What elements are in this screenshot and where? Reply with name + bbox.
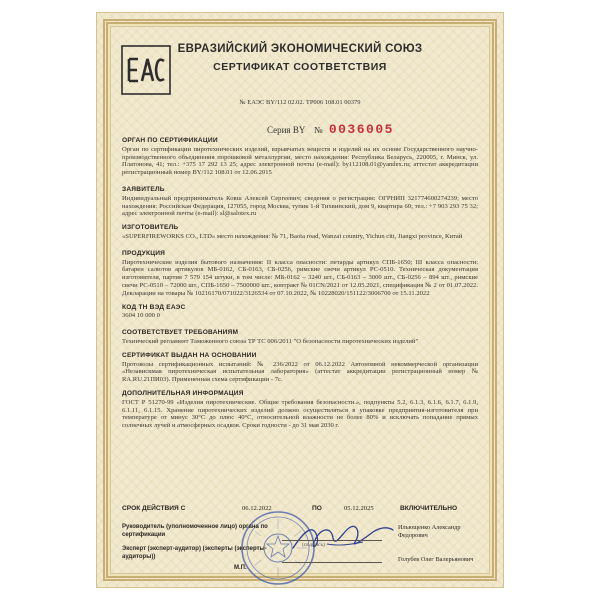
validity-label: СРОК ДЕЙСТВИЯ С	[122, 505, 186, 512]
section-title: ОРГАН ПО СЕРТИФИКАЦИИ	[122, 137, 218, 144]
certificate-body	[122, 137, 478, 436]
section-text: Технический регламент Таможенного союза ТР ТС 006/2011 "О безопасности пиротехнических изделий"	[122, 337, 419, 345]
head-name: Ильющенко Александр Федорович	[398, 524, 461, 539]
section-text: Индивидуальный предприниматель Ковш Алексей Сергеевич; сведения о регистрации: ОГРНИП 321774600274239; место нахождения: Российская Федерация, 127055, город Москва, тупик 1-й Тихвинский, дом 9, квартира 60; тел.: +7 903 293 75 32; адрес электронной почты (e-mail): sl@salotex.ru	[122, 194, 478, 218]
mp-label: М.П.	[234, 565, 247, 571]
validity-to-label: ПО	[312, 505, 322, 512]
union-title: ЕВРАЗИЙСКИЙ ЭКОНОМИЧЕСКИЙ СОЮЗ	[177, 43, 423, 55]
section-title: ПРОДУКЦИЯ	[122, 249, 166, 257]
section-additional-info	[122, 390, 478, 430]
serial-number: 0036005	[328, 122, 394, 137]
section-applicant	[122, 186, 478, 218]
head-signature-line	[282, 540, 382, 541]
series-number-sign: №	[313, 125, 323, 135]
section-title: ДОПОЛНИТЕЛЬНАЯ ИНФОРМАЦИЯ	[122, 389, 244, 397]
series-label: Серия BY	[267, 125, 305, 135]
registration-number: № ЕАЭС BY/112 02.02. ТР006 108.01 00379	[239, 99, 361, 106]
section-text: Пиротехнические изделия бытового назначения: II класса опасности: петарды артикул СПБ-1650; III класса опасности: батареи салютов артикулов МБ-0162, СБ-0163, СБ-0256, римские свечи артикул РС-0510. Техническая документация изготовителя, партия 7 579 154 штуки, в том числе: МБ-0162 – 3240 шт., СБ-0163 – 3000 шт., СБ-0256 – 894 шт., римские свечи РС-0510 – 72000 шт., СПБ-1650 – 7500000 шт., контракт № 01CN/2021 от 12.05.2021, спецификация № 2 от 01.07.2022. Декларации на товары № 10216170/071022/3126534 от 07.10.2022, № 10228020/151122/3006700 от 15.11.2022	[122, 258, 478, 297]
section-requirements	[122, 329, 478, 346]
section-certification-body	[122, 137, 478, 177]
signature-icon	[287, 518, 397, 558]
validity-to: 05.12.2025	[344, 505, 374, 512]
validity-inclusive: ВКЛЮЧИТЕЛЬНО	[400, 505, 458, 512]
signature-hint: (подпись)	[302, 542, 325, 548]
section-text: «SUPERFIREWORKS CO., LTD» место нахождения: № 71, Baota road, Wanzai country, Yichun citi, Jiangxi province, Китай	[122, 232, 463, 240]
section-products	[122, 250, 478, 298]
section-title: СООТВЕТСТВУЕТ ТРЕБОВАНИЯМ	[122, 329, 239, 337]
section-text: ГОСТ Р 51270-99 «Изделия пиротехнические. Общие требования безопасности.», подпункты 5.2, 6.1.3, 6.1.6, 6.1.7, 6.1.9, 6.1.11, 6.1.15. Хранение пиротехнических изделий должно осуществляться в упаковке предприятия-изготовителя при температуре от минус 30°С до плюс 40°С, относительной влажности не более 80% и исключать попадание прямых солнечных лучей и атмосферных осадков. Сроки годности - до 31 мая 2030 г.	[122, 398, 478, 430]
section-basis	[122, 352, 478, 384]
section-title: КОД ТН ВЭД ЕАЭС	[122, 303, 186, 311]
section-text: 3604 10 000 0	[122, 312, 160, 320]
certificate-title: СЕРТИФИКАТ СООТВЕТСТВИЯ	[213, 61, 387, 73]
head-role: Руководитель (уполномоченное лицо) органа по сертификации	[122, 524, 268, 538]
expert-role: Эксперт (эксперт-аудитор) (эксперты (эксперты-аудиторы))	[122, 546, 267, 560]
section-title: ИЗГОТОВИТЕЛЬ	[122, 224, 179, 232]
certificate-sheet	[96, 12, 504, 588]
section-text: Орган по сертификации пиротехнических изделий, взрывчатых веществ и изделий на их основе Государственного научно-производственного объединения порошковой металлургии, место нахождения: Республика Беларусь, 220005, г. Минск, ул. Платонова, 41; тел.: +375 17 292 13 25; адрес электронной почты (e-mail): by112108.01@yandex.ru; аттестат аккредитации регистрационный номер BY/112 108.01 от 12.06.2015	[122, 145, 478, 177]
series-row	[267, 122, 394, 137]
section-title: ЗАЯВИТЕЛЬ	[122, 185, 165, 193]
expert-signature-line	[282, 562, 382, 563]
validity-from: 06.12.2022	[242, 505, 272, 512]
expert-name: Голубев Олег Валерьянович	[398, 556, 474, 563]
section-title: СЕРТИФИКАТ ВЫДАН НА ОСНОВАНИИ	[122, 351, 257, 359]
section-text: Протоколы сертификационных испытаний: № 236/2022 от 06.12.2022 Автономной некоммерческой организации «Независимая пиротехническая испытательная лаборатория» (аттестат аккредитации регистрационный номер № RA.RU.21ПИ03). Примененная схема сертификации - 7с.	[122, 360, 478, 384]
section-manufacturer	[122, 224, 478, 241]
section-hs-code	[122, 304, 478, 321]
